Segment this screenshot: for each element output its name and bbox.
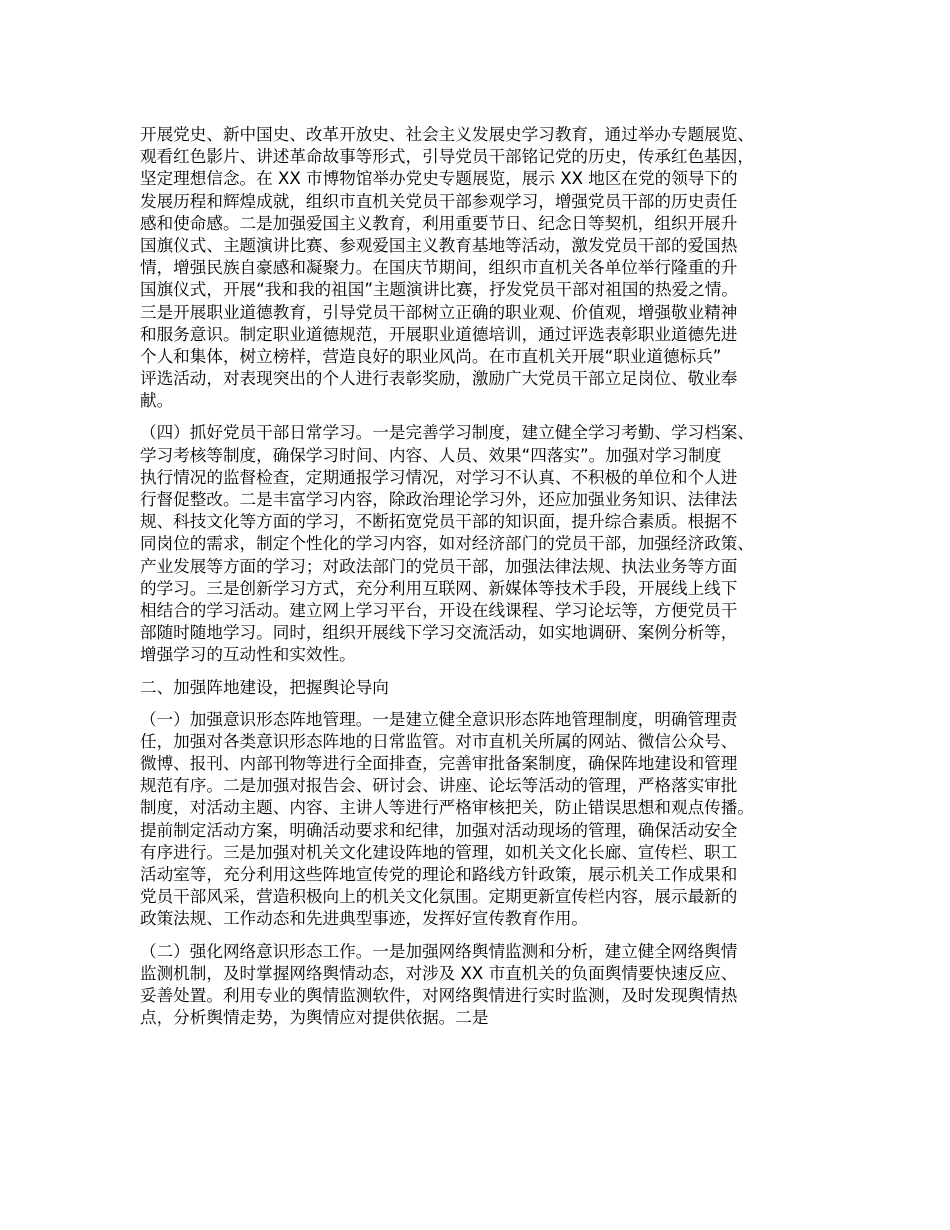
text-line: 妥善处置。利用专业的舆情监测软件，对网络舆情进行实时监测，及时发现舆情热	[140, 985, 738, 1005]
text-line: 规范有序。二是加强对报告会、研讨会、讲座、论坛等活动的管理，严格落实审批	[140, 776, 738, 796]
text-line: 行督促整改。二是丰富学习内容，除政治理论学习外，还应加强业务知识、法律法	[140, 490, 738, 509]
text-line: 学习考核等制度，确保学习时间、内容、人员、效果“四落实”。加强对学习制度	[140, 445, 722, 465]
text-line: 观看红色影片、讲述革命故事等形式，引导党员干部铭记党的历史，传承红色基因，	[140, 147, 754, 167]
text-line: 党员干部风采，营造积极向上的机关文化氛围。定期更新宣传栏内容，展示最新的	[140, 887, 738, 907]
text-line: 提前制定活动方案，明确活动要求和纪律，加强对活动现场的管理，确保活动安全	[140, 820, 738, 840]
text-line: 发展历程和辉煌成就，组织市直机关党员干部参观学习，增强党员干部的历史责任	[140, 191, 738, 211]
text-line: 坚定理想信念。在 XX 市博物馆举办党史专题展览，展示 XX 地区在党的领导下的	[140, 169, 738, 189]
text-line: 相结合的学习活动。建立网上学习平台，开设在线课程、学习论坛等，方便党员干	[140, 600, 738, 620]
text-line: 国旗仪式、主题演讲比赛、参观爱国主义教育基地等活动，激发党员干部的爱国热	[140, 235, 738, 255]
text-line: 产业发展等方面的学习；对政法部门的党员干部，加强法律法规、执法业务等方面	[140, 556, 738, 576]
text-line: 任，加强对各类意识形态阵地的日常监管。对市直机关所属的网站、微信公众号、	[140, 731, 738, 751]
text-line: 监测机制，及时掌握网络舆情动态，对涉及 XX 市直机关的负面舆情要快速反应、	[140, 963, 738, 983]
text-line: 献。	[140, 391, 174, 411]
text-line: 三是开展职业道德教育，引导党员干部树立正确的职业观、价值观，增强敬业精神	[140, 302, 738, 322]
text-line: 执行情况的监督检查，定期通报学习情况，对学习不认真、不积极的单位和个人进	[140, 467, 738, 487]
paragraph-position-management	[140, 709, 828, 931]
heading-text: 二、加强阵地建设，把握舆论导向	[140, 677, 389, 697]
text-line: 部随时随地学习。同时，组织开展线下学习交流活动，如实地调研、案例分析等，	[140, 623, 738, 643]
text-line: 国旗仪式，开展“我和我的祖国”主题演讲比赛，抒发党员干部对祖国的热爱之情。	[140, 280, 738, 300]
text-line: 微博、报刊、内部刊物等进行全面排查，完善审批备案制度，确保阵地建设和管理	[140, 754, 738, 774]
text-line: 个人和集体，树立榜样，营造良好的职业风尚。在市直机关开展“职业道德标兵”	[140, 346, 722, 366]
document-page	[140, 124, 828, 1039]
paragraph-ideological-education	[140, 124, 828, 412]
text-line: 情，增强民族自豪感和凝聚力。在国庆节期间，组织市直机关各单位举行隆重的升	[140, 258, 738, 278]
text-line: 政策法规、工作动态和先进典型事迹，发挥好宣传教育作用。	[140, 909, 589, 929]
text-line: 评选活动，对表现突出的个人进行表彰奖励，激励广大党员干部立足岗位、敬业奉	[140, 369, 738, 389]
text-line: 制度，对活动主题、内容、主讲人等进行严格审核把关，防止错误思想和观点传播。	[140, 798, 754, 818]
section-heading	[140, 677, 828, 699]
text-line: 开展党史、新中国史、改革开放史、社会主义发展史学习教育，通过举办专题展览、	[140, 125, 754, 144]
text-line: （四）抓好党员干部日常学习。一是完善学习制度，建立健全学习考勤、学习档案、	[140, 423, 754, 443]
text-line: 和服务意识。制定职业道德规范，开展职业道德培训，通过评选表彰职业道德先进	[140, 324, 738, 344]
text-line: 增强学习的互动性和实效性。	[140, 645, 356, 665]
paragraph-network-ideology	[140, 941, 828, 1030]
text-line: 有序进行。三是加强对机关文化建设阵地的管理，如机关文化长廊、宣传栏、职工	[140, 842, 738, 862]
text-line: 活动室等，充分利用这些阵地宣传党的理论和路线方针政策，展示机关工作成果和	[140, 865, 738, 884]
text-line: 感和使命感。二是加强爱国主义教育，利用重要节日、纪念日等契机，组织开展升	[140, 213, 738, 233]
text-line: 规、科技文化等方面的学习，不断拓宽党员干部的知识面，提升综合素质。根据不	[140, 512, 738, 532]
text-line: （一）加强意识形态阵地管理。一是建立健全意识形态阵地管理制度，明确管理责	[140, 709, 738, 729]
text-line: 的学习。三是创新学习方式，充分利用互联网、新媒体等技术手段，开展线上线下	[140, 578, 738, 598]
paragraph-daily-study	[140, 422, 828, 666]
text-line: （二）强化网络意识形态工作。一是加强网络舆情监测和分析，建立健全网络舆情	[140, 941, 738, 961]
text-line: 同岗位的需求，制定个性化的学习内容，如对经济部门的党员干部，加强经济政策、	[140, 534, 754, 554]
text-line: 点，分析舆情走势，为舆情应对提供依据。二是	[140, 1008, 489, 1028]
